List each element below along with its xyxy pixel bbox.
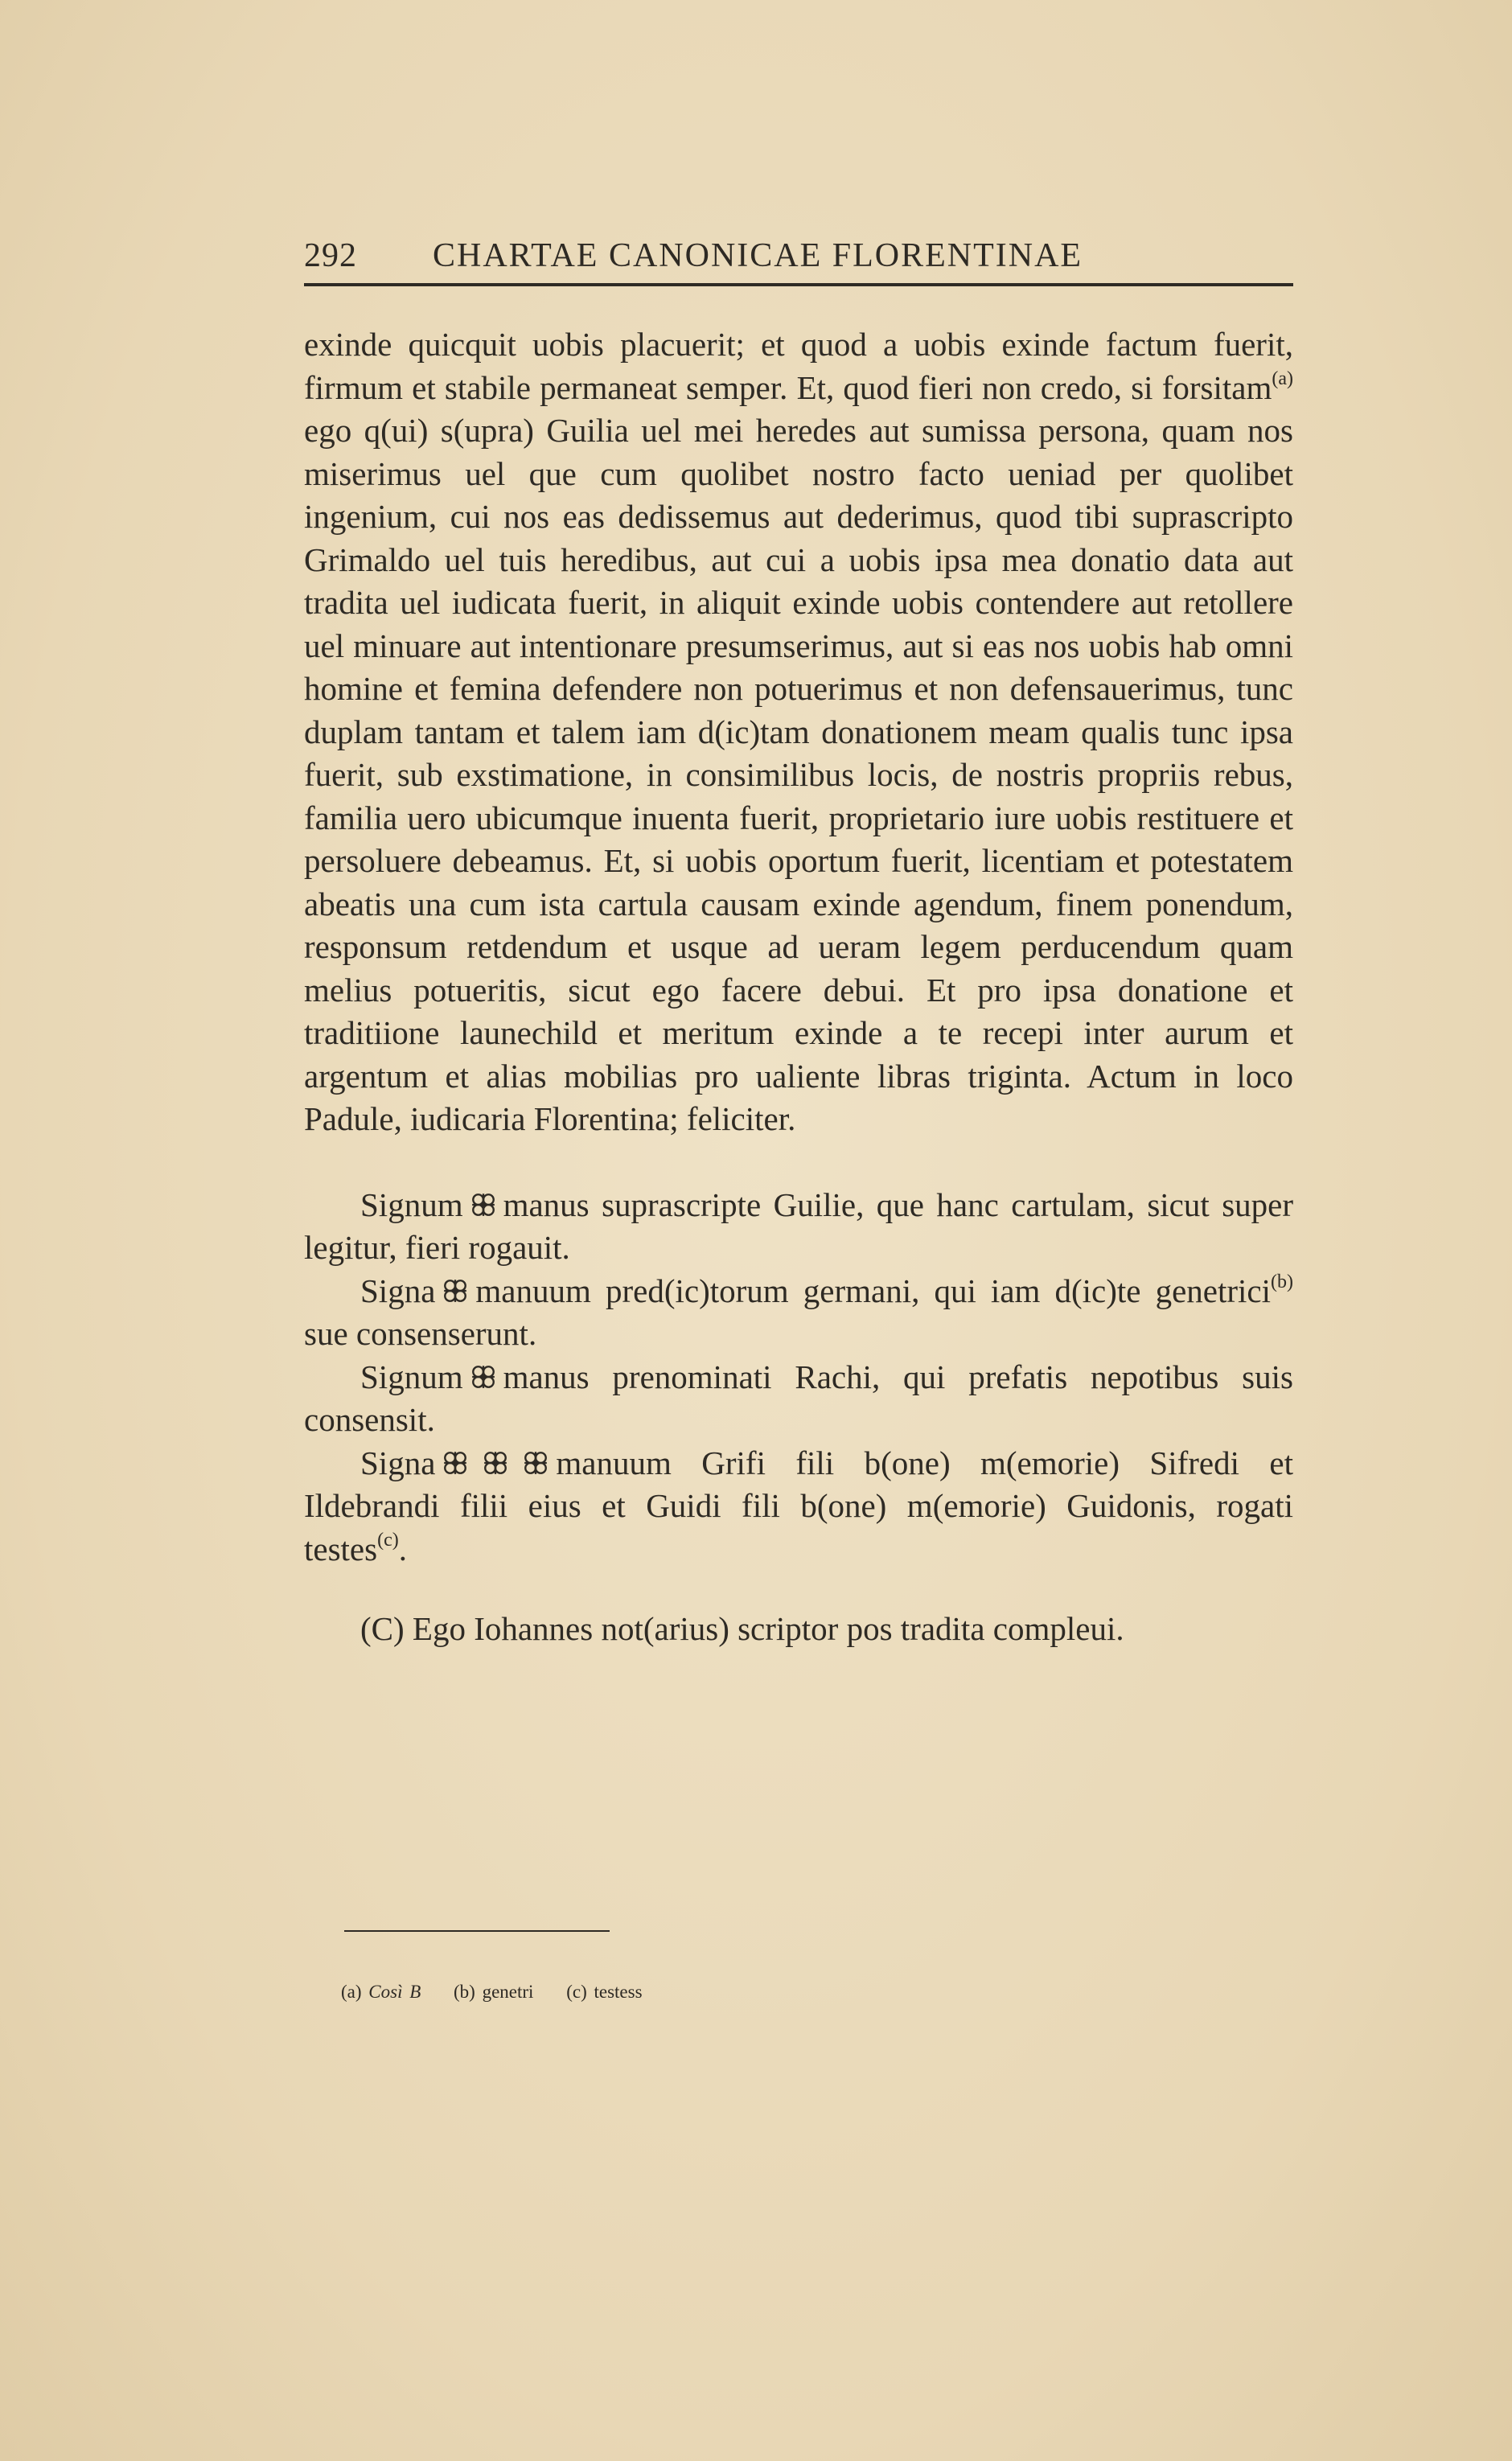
signum-word: Signum — [360, 1358, 463, 1395]
signa-text: manuum pred(ic)torum germani, qui iam d(ic)te genetrici — [475, 1272, 1272, 1309]
ornamental-cross-icon — [442, 1449, 469, 1477]
signa-word: Signa — [360, 1444, 436, 1481]
footnote-c: (c) testess — [566, 1982, 643, 2002]
page-number: 292 — [304, 237, 357, 274]
footnote-ref-c: (c) — [377, 1529, 399, 1551]
signa-testes — [304, 1442, 1293, 1572]
charter-text-part2: ego q(ui) s(upra) Guilia uel mei heredes aut sumissa persona, quam nos miserimus uel que cum quolibet nostro facto ueniad per quolibet ingenium, cui nos eas dedissemus aut dederimus, quod tibi suprascripto Grimaldo uel tuis heredibus, aut cui a uobis ipsa mea donatio data aut tradita uel iudicata fuerit, in aliquit exinde uobis contendere aut retollere uel minuare aut intentionare presumserimus, aut si eas nos uobis hab omni homine et femina defendere non potuerimus et non defensauerimus, tunc duplam tantam et talem iam d(ic)tam donationem meam qualis tunc ipsa fuerit, sub exstimatione, in consimilibus locis, de nostris propriis rebus, familia uero ubicumque inuenta fuerit, proprietario iure uobis restituere et persoluere debeamus. Et, si uobis oportum fuerit, licentiam et potestatem abeatis una cum ista cartula causam exinde agendum, finem ponendum, responsum retdendum et usque ad ueram legem perducendum quam melius potueritis, sicut ego facere debui. Et pro ipsa donatione et traditiione launechild et meritum exinde a te recepi inter aurum et argentum et alias mobilias pro ualiente libras triginta. Actum in loco Padule, iudicaria Florentina; feliciter. — [304, 412, 1293, 1137]
footnote-divider — [344, 1930, 610, 1932]
signum-text: manus prenominati Rachi, qui prefatis nepotibus suis consensit. — [304, 1358, 1293, 1438]
footnote-a: (a) Così B — [341, 1982, 421, 2002]
ornamental-cross-icon — [470, 1191, 497, 1218]
footnotes — [341, 1980, 1226, 2004]
signa-germani — [304, 1270, 1293, 1356]
signa-word: Signa — [360, 1272, 436, 1309]
notary-closing — [304, 1608, 1293, 1651]
closing-text: (C) Ego Iohannes not(arius) scriptor pos tradita compleui. — [360, 1610, 1124, 1647]
footnote-ref-b: (b) — [1271, 1271, 1293, 1292]
ornamental-cross-icon — [470, 1363, 497, 1391]
charter-paragraph — [304, 323, 1293, 1141]
signum-rachi — [304, 1356, 1293, 1442]
footnote-ref-a: (a) — [1272, 368, 1293, 389]
ornamental-cross-icon — [442, 1277, 469, 1304]
running-title: CHARTAE CANONICAE FLORENTINAE — [433, 237, 1083, 274]
signum-guilia — [304, 1184, 1293, 1270]
running-header — [304, 232, 1293, 286]
ornamental-cross-icon — [482, 1449, 509, 1477]
signa-text-end: . — [398, 1530, 407, 1567]
signum-word: Signum — [360, 1185, 463, 1223]
ornamental-cross-icon — [522, 1449, 549, 1477]
main-text — [304, 323, 1293, 1651]
charter-text-part1: exinde quicquit uobis placuerit; et quod a uobis exinde factum fuerit, firmum et stabile permaneat semper. Et, quod fieri non credo, si forsitam — [304, 326, 1293, 406]
signa-text-end: sue consenserunt. — [304, 1315, 537, 1352]
signa-text: manuum Grifi fili b(one) m(emorie) Sifredi et Ildebrandi filii eius et Guidi fili b(one) m(emorie) Guidonis, rogati testes — [304, 1444, 1293, 1567]
signum-text: manus suprascripte Guilie, que hanc cartulam, sicut super legitur, fieri rogauit. — [304, 1185, 1293, 1266]
footnote-b: (b) genetri — [454, 1982, 534, 2002]
